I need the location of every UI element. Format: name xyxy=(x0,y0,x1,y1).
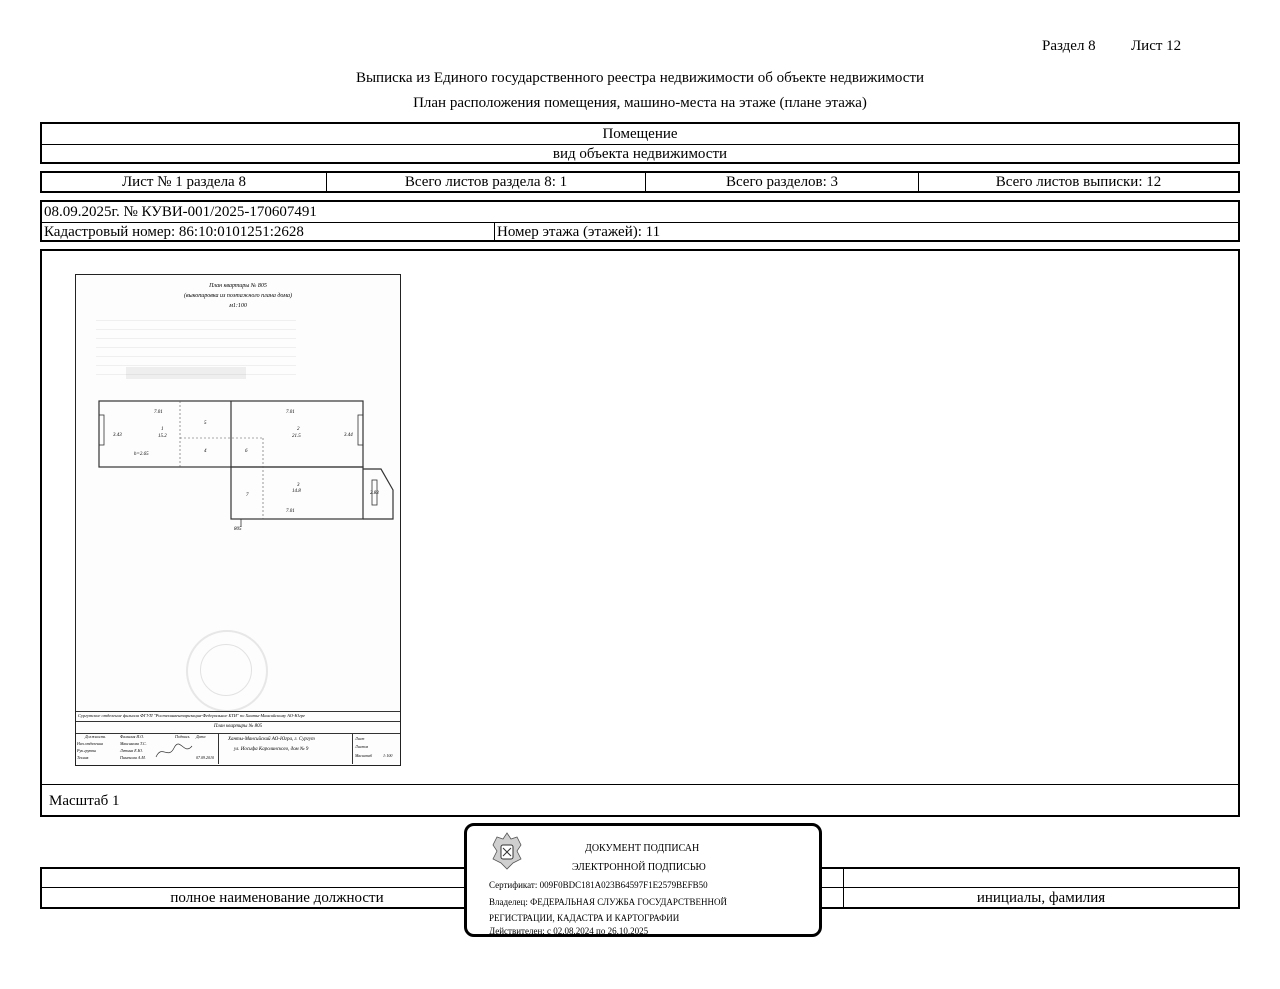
document-subtitle: План расположения помещения, машино-места на этаже (плане этажа) xyxy=(413,95,867,111)
row-1-position: Нач.отделения xyxy=(77,741,103,746)
head-sheets: Листов xyxy=(355,744,369,749)
dim-balcony: 2.83 xyxy=(370,491,379,496)
head-date: Дата xyxy=(196,734,206,739)
dim-right: 3.44 xyxy=(344,433,353,438)
room-6-number: 6 xyxy=(245,449,248,454)
room-4-number: 4 xyxy=(204,449,207,454)
dim-left: 3.43 xyxy=(113,433,122,438)
divider xyxy=(42,784,1238,785)
room-2-number: 2 xyxy=(297,427,300,432)
divider xyxy=(76,721,400,722)
object-kind-caption: вид объекта недвижимости xyxy=(552,146,728,162)
head-sheet: Лист xyxy=(355,736,365,741)
scale-label: Масштаб 1 xyxy=(49,793,120,809)
dim-top-left: 7.01 xyxy=(154,410,163,415)
floor-plan-scan xyxy=(75,274,401,766)
coat-of-arms-icon xyxy=(487,829,527,871)
electronic-signature-stamp xyxy=(464,823,822,937)
handwritten-signature xyxy=(154,742,194,762)
row-3-name: Пименова А.М. xyxy=(120,755,146,760)
owner-line-1: Владелец: ФЕДЕРАЛЬНАЯ СЛУЖБА ГОСУДАРСТВЕННОЙ xyxy=(489,897,728,907)
validity: Действителен: с 02.08.2024 по 26.10.2025 xyxy=(489,926,649,936)
organization-name: Сургутское отделение филиала ФГУП "Ростехинвентаризация-Федеральное БТИ" по Ханты-Мансийскому АО-Югре xyxy=(78,713,306,718)
dim-bottom: 7.01 xyxy=(286,509,295,514)
certificate: Сертификат: 009F0BDC181A023B64597F1E2579BEFB50 xyxy=(489,880,708,890)
room-3-number: 3 xyxy=(297,483,300,488)
object-kind-value: Помещение xyxy=(602,125,678,142)
faded-seal-inner xyxy=(200,644,252,696)
initials-caption: инициалы, фамилия xyxy=(976,890,1106,906)
divider xyxy=(76,711,400,712)
plan-subtitle: (выкопировка из поэтажного плана дома) xyxy=(184,293,292,299)
head-scale: Масштаб xyxy=(355,753,373,758)
row-2-name: Летина Е.Ю. xyxy=(120,748,143,753)
document-title: Выписка из Единого государственного реестра недвижимости об объекте недвижимости xyxy=(355,70,925,86)
sheet-number: Лист № 1 раздела 8 xyxy=(122,173,246,190)
plan-address-1: Ханты-Мансийский АО-Югра, г. Сургут xyxy=(228,737,315,742)
room-2-area: 21.5 xyxy=(292,434,301,439)
cadastral-number: Кадастровый номер: 86:10:0101251:2628 xyxy=(44,224,304,240)
record-box xyxy=(40,200,1240,242)
head-position: Должность xyxy=(85,734,106,739)
object-kind-box xyxy=(40,122,1240,164)
apartment-label: 805 xyxy=(234,527,242,532)
plan-date: 07.09.2010 xyxy=(196,755,214,760)
sheets-row xyxy=(40,171,1240,193)
plan-scale-value: 1:100 xyxy=(383,753,393,758)
sections-total: Всего разделов: 3 xyxy=(725,173,839,190)
sheet-label: Лист 12 xyxy=(1131,38,1182,54)
row-2-position: Рук.группы xyxy=(77,748,97,753)
ceiling-height: h=2.65 xyxy=(134,452,149,457)
section-label: Раздел 8 xyxy=(1042,38,1096,54)
row-3-position: Техник xyxy=(77,755,89,760)
room-5-number: 5 xyxy=(204,421,207,426)
divider xyxy=(218,734,219,764)
room-1-number: 1 xyxy=(161,427,164,432)
floor-number: Номер этажа (этажей): 11 xyxy=(497,224,661,240)
record-date-number: 08.09.2025г. № КУВИ-001/2025-170607491 xyxy=(44,203,317,220)
signature-line-1: ДОКУМЕНТ ПОДПИСАН xyxy=(585,843,700,854)
stamp-plan-title: План квартиры № 805 xyxy=(213,724,263,729)
divider xyxy=(352,734,353,764)
signature-line-2: ЭЛЕКТРОННОЙ ПОДПИСЬЮ xyxy=(572,862,706,873)
room-3-area: 14.8 xyxy=(292,489,301,494)
head-signature: Подпись xyxy=(175,734,190,739)
signatures-table xyxy=(76,734,218,764)
room-7-number: 7 xyxy=(246,493,249,498)
room-1-area: 15.2 xyxy=(158,434,167,439)
plan-address-2: ул. Иосифа Каролинского, дом № 9 xyxy=(234,747,309,752)
position-caption: полное наименование должности xyxy=(170,890,384,906)
owner-line-2: РЕГИСТРАЦИИ, КАДАСТРА И КАРТОГРАФИИ xyxy=(489,913,680,923)
plan-title: План квартиры № 805 xyxy=(209,283,267,289)
extract-sheets-total: Всего листов выписки: 12 xyxy=(995,173,1162,190)
plan-scale: м1:100 xyxy=(229,303,247,309)
dim-top-right: 7.01 xyxy=(286,410,295,415)
section-sheets-total: Всего листов раздела 8: 1 xyxy=(404,173,568,190)
row-1-name: Максимова Т.С. xyxy=(120,741,147,746)
head-name: Фамилия И.О. xyxy=(120,734,145,739)
